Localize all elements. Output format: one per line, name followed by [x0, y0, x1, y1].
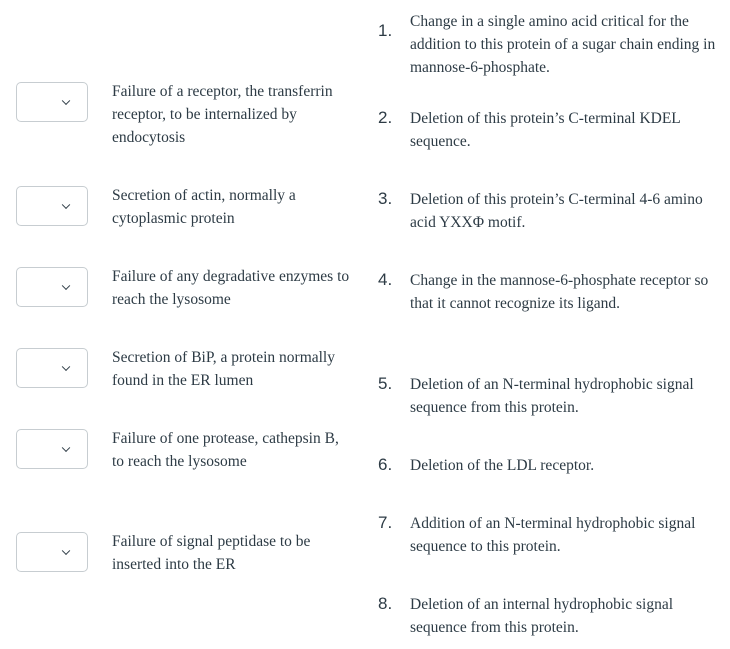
chevron-down-icon	[62, 282, 70, 290]
chevron-down-icon	[62, 363, 70, 371]
answer-text: Change in the mannose-6-phosphate receptor so that it cannot recognize its ligand.	[410, 272, 709, 312]
answer-text: Deletion of an N-terminal hydrophobic signal sequence from this protein.	[410, 376, 694, 416]
match-prompt: Failure of signal peptidase to be inserted into the ER	[112, 533, 311, 573]
answer-number: 4.	[378, 270, 393, 289]
match-prompt: Failure of any degradative enzymes to reach the lysosome	[112, 268, 350, 308]
answer-number: 2.	[378, 108, 393, 127]
answer-dropdown[interactable]	[16, 186, 88, 226]
answer-text: Deletion of this protein’s C-terminal 4-6 amino acid YXXΦ motif.	[410, 191, 703, 231]
answer-text: Deletion of the LDL receptor.	[410, 457, 595, 474]
chevron-down-icon	[62, 444, 70, 452]
answer-text: Deletion of this protein’s C-terminal KDEL sequence.	[410, 110, 681, 150]
answer-number: 3.	[378, 189, 393, 208]
answer-dropdown[interactable]	[16, 532, 88, 572]
match-prompt: Secretion of actin, normally a cytoplasmic protein	[112, 187, 296, 227]
answer-text: Deletion of an internal hydrophobic signal sequence from this protein.	[410, 596, 674, 636]
match-prompt: Failure of a receptor, the transferrin receptor, to be internalized by endocytosis	[112, 83, 333, 146]
match-prompt: Failure of one protease, cathepsin B, to reach the lysosome	[112, 430, 339, 470]
answer-dropdown[interactable]	[16, 429, 88, 469]
chevron-down-icon	[62, 201, 70, 209]
match-prompt: Secretion of BiP, a protein normally found in the ER lumen	[112, 349, 335, 389]
answer-text: Addition of an N-terminal hydrophobic signal sequence to this protein.	[410, 515, 696, 555]
answer-number: 1.	[378, 21, 393, 40]
answer-dropdown[interactable]	[16, 82, 88, 122]
answer-text: Change in a single amino acid critical for the addition to this protein of a sugar chain ending in mannose-6-phosphate.	[410, 13, 716, 76]
chevron-down-icon	[62, 547, 70, 555]
answer-dropdown[interactable]	[16, 348, 88, 388]
answer-number: 6.	[378, 455, 393, 474]
answer-number: 5.	[378, 374, 393, 393]
answer-number: 8.	[378, 594, 393, 613]
answer-number: 7.	[378, 513, 393, 532]
answer-dropdown[interactable]	[16, 267, 88, 307]
chevron-down-icon	[62, 97, 70, 105]
